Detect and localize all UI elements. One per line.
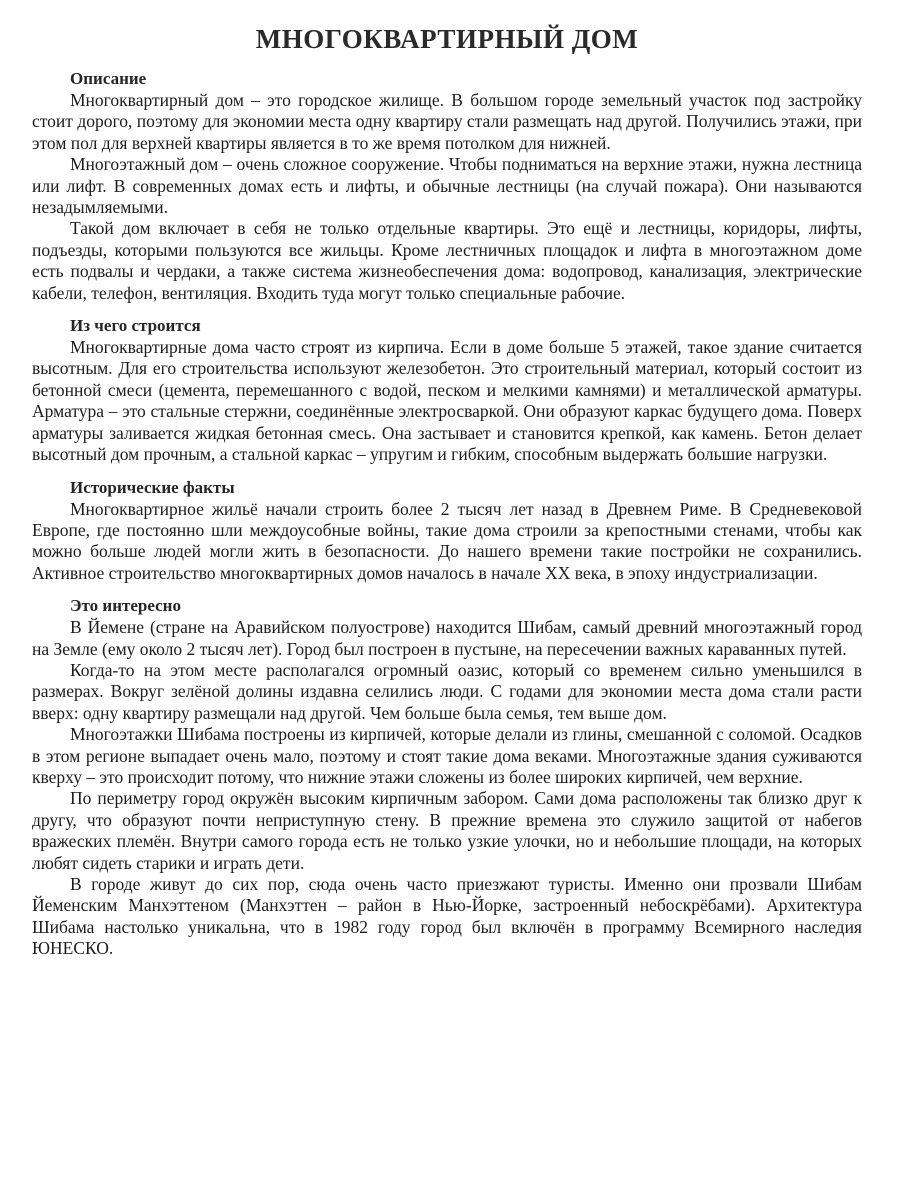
section-heading: Это интересно	[70, 596, 181, 616]
page-title: МНОГОКВАРТИРНЫЙ ДОМ	[255, 24, 639, 54]
paragraph: Когда-то на этом месте располагался огромный оазис, который со временем сильно уменьшился в размерах. Вокруг зелёной долины издавна селились люди. С годами для экономии места дома стали расти вверх: одну квартиру размещали над другой. Чем больше была семья, тем выше дом.	[32, 659, 862, 723]
section-heading: Описание	[70, 69, 147, 88]
paragraph: Многоквартирные дома часто строят из кирпича. Если в доме больше 5 этажей, такое здание считается высотным. Для его строительства используют железобетон. Это строительный материал, который состоит из бетонной смеси (цемента, перемешанного с водой, песком и мелкими камнями) и металлической арматуры. Арматура – это стальные стержни, соединённые электросваркой. Они образуют каркас будущего дома. Поверх арматуры заливается жидкая бетонная смесь. Она застывает и становится крепкой, как камень. Бетон делает высотный дом прочным, а стальной каркас – упругим и гибким, способным выдержать большие нагрузки.	[32, 337, 862, 465]
section-heading: Исторические факты	[70, 477, 235, 497]
section-history	[32, 477, 862, 585]
paragraph: Многоэтажный дом – очень сложное сооружение. Чтобы подниматься на верхние этажи, нужна лестница или лифт. В современных домах есть и лифты, и обычные лестницы (на случай пожара). Они называются незадымляемыми.	[32, 154, 862, 218]
paragraph: Многоэтажки Шибама построены из кирпичей, которые делали из глины, смешанной с соломой. Осадков в этом регионе выпадает очень мало, поэтому и стоят такие дома веками. Многоэтажные здания суживаются кверху – это происходит потому, что нижние этажи сложены из более широких кирпичей, чем верхние.	[32, 724, 862, 787]
section-heading: Из чего строится	[70, 316, 201, 336]
paragraph: Многоквартирный дом – это городское жилище. В большом городе земельный участок под застройку стоит дорого, поэтому для экономии места одну квартиру стали размещать над другой. Получились этажи, при этом пол для верхней квартиры является в то же время потолком для нижней.	[32, 90, 862, 153]
section-interesting	[32, 595, 862, 960]
paragraph: По периметру город окружён высоким кирпичным забором. Сами дома расположены так близко друг к другу, что образуют почти неприступную стену. В прежние времена это служило защитой от набегов вражеских племён. Внутри самого города есть не только узкие улочки, но и небольшие площади, на которых любят сидеть старики и играть дети.	[32, 788, 862, 873]
paragraph: Многоквартирное жильё начали строить более 2 тысяч лет назад в Древнем Риме. В Средневековой Европе, где постоянно шли междоусобные войны, такие дома строили за крепостными стенами, чтобы как можно больше людей могли жить в безопасности. До нашего времени такие постройки не сохранились. Активное строительство многоквартирных домов началось в начале XX века, в эпоху индустриализации.	[32, 498, 862, 583]
paragraph: В Йемене (стране на Аравийском полуострове) находится Шибам, самый древний многоэтажный город на Земле (ему около 2 тысяч лет). Город был построен в пустыне, на пересечении важных караванных путей.	[32, 617, 862, 659]
paragraph: Такой дом включает в себя не только отдельные квартиры. Это ещё и лестницы, коридоры, лифты, подъезды, которыми пользуются все жильцы. Кроме лестничных площадок и лифта в многоэтажном доме есть подвалы и чердаки, а также система жизнеобеспечения дома: водопровод, канализация, электрические кабели, телефон, вентиляция. Входить туда могут только специальные рабочие.	[32, 218, 862, 303]
document-page	[32, 22, 862, 971]
paragraph: В городе живут до сих пор, сюда очень часто приезжают туристы. Именно они прозвали Шибам Йеменским Манхэттеном (Манхэттен – район в Нью-Йорке, застроенный небоскрёбами). Архитектура Шибама настолько уникальна, что в 1982 году город был включён в программу Всемирного наследия ЮНЕСКО.	[32, 874, 862, 959]
section-construction	[32, 315, 862, 465]
section-description	[32, 68, 862, 304]
